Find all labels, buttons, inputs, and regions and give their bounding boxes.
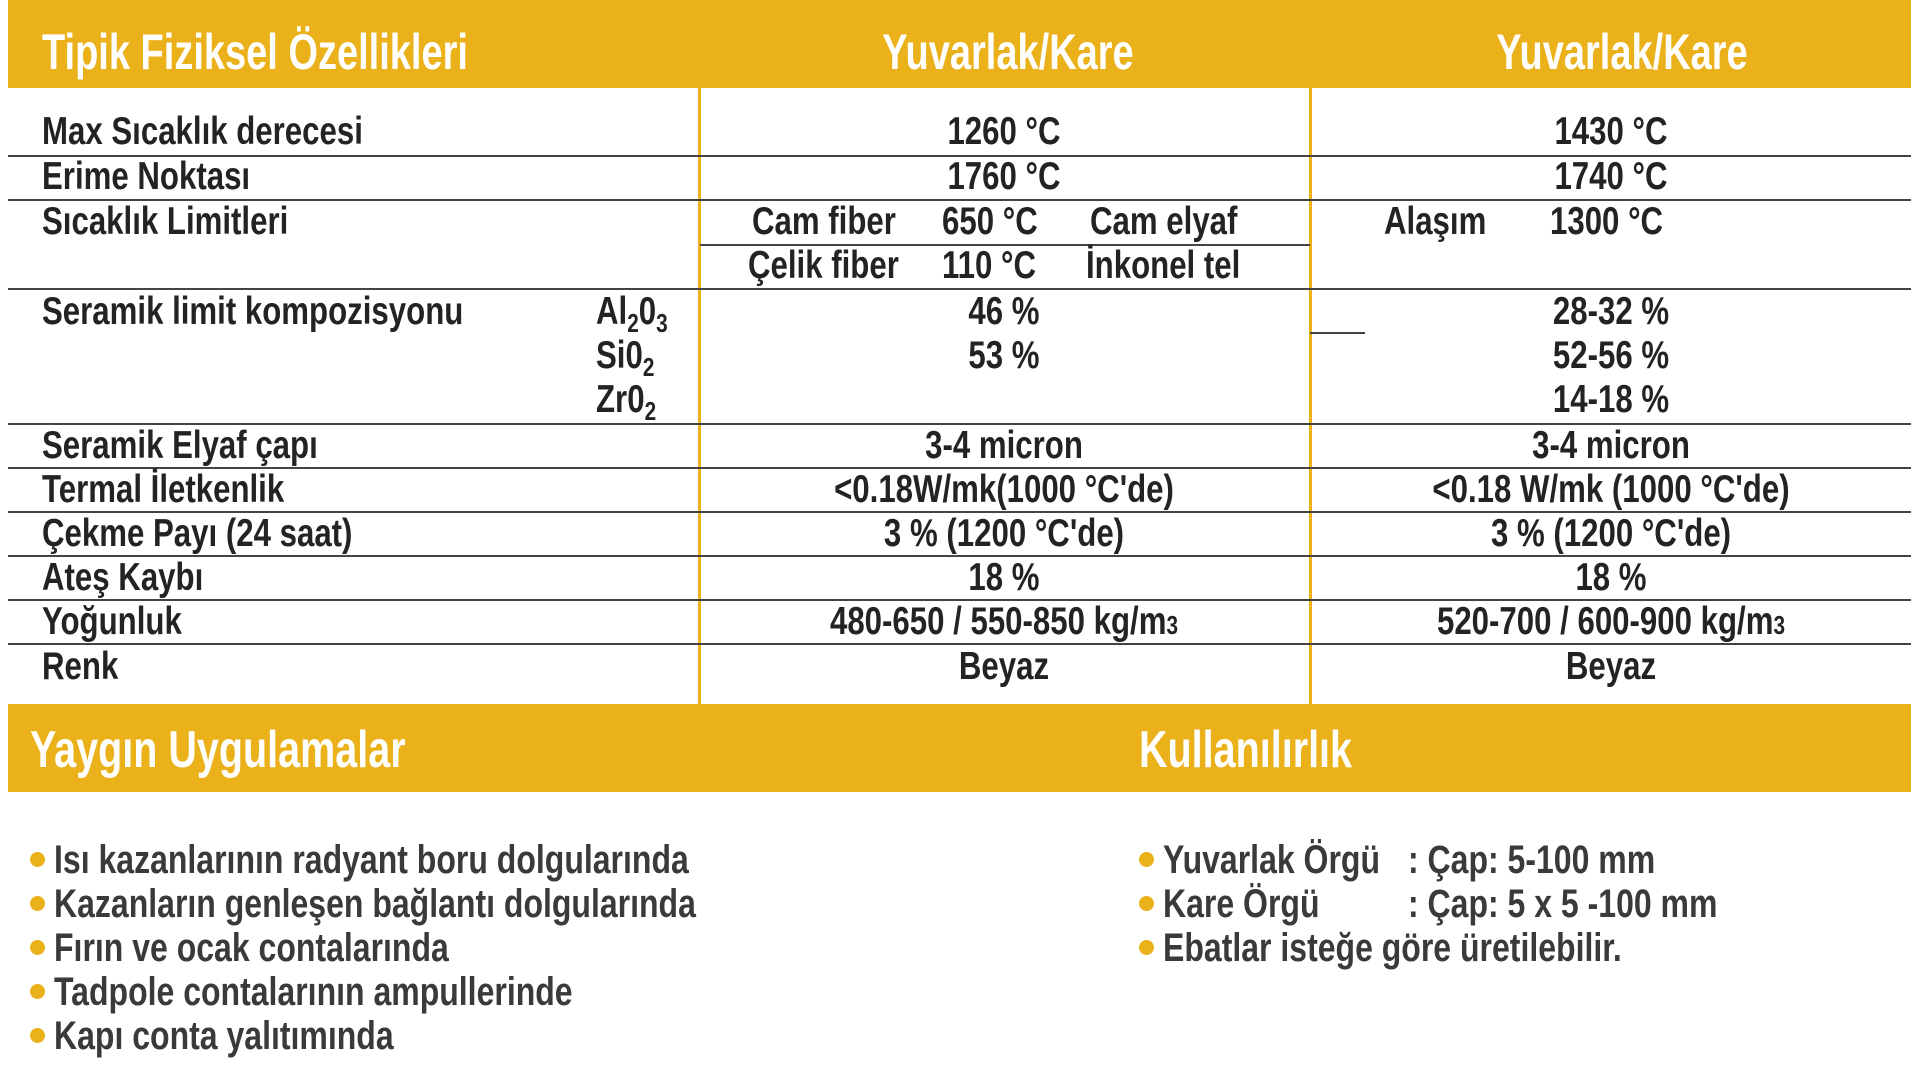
bullet-icon	[30, 1028, 45, 1043]
label-ceramic: Seramik limit kompozisyonu	[42, 290, 464, 333]
value-sio2-1: 53 %	[968, 334, 1040, 377]
limit-alasim-value: 1300 °C	[1550, 200, 1664, 243]
limit-cam-fiber: Cam fiber	[752, 200, 896, 243]
limit-celik-fiber: Çelik fiber	[748, 244, 899, 287]
properties-header-bar	[8, 0, 1911, 88]
value-al2o3-2: 28-32 %	[1552, 290, 1670, 333]
list-item: Tadpole contalarının ampullerinde	[54, 970, 573, 1014]
usage-note: Ebatlar isteğe göre üretilebilir.	[1163, 926, 1622, 970]
value-fire-loss-1: 18 %	[968, 556, 1040, 599]
value-color-2: Beyaz	[1565, 645, 1657, 688]
label-thermal: Termal İletkenlik	[42, 468, 285, 511]
value-density-2: 520-700 / 600-900 kg/m3	[1436, 600, 1786, 643]
formula-sio2: $Si0_2$	[596, 334, 655, 382]
column-divider-2	[1309, 88, 1312, 704]
limit-cam-elyaf: Cam elyaf	[1090, 200, 1238, 243]
value-sio2-2: 52-56 %	[1552, 334, 1670, 377]
value-zro2-2: 14-18 %	[1552, 378, 1670, 421]
bullet-icon	[30, 896, 45, 911]
bullet-icon	[30, 852, 45, 867]
value-shrink-1: 3 % (1200 °C'de)	[883, 512, 1125, 555]
limit-alasim: Alaşım	[1384, 200, 1487, 243]
value-color-1: Beyaz	[958, 645, 1050, 688]
label-fiber-diameter: Seramik Elyaf çapı	[42, 424, 318, 467]
label-density: Yoğunluk	[42, 600, 182, 643]
applications-title: Yaygın Uygulamalar	[30, 721, 406, 779]
value-shrink-2: 3 % (1200 °C'de)	[1490, 512, 1732, 555]
label-color: Renk	[42, 645, 119, 688]
bullet-icon	[30, 940, 45, 955]
list-item: Kapı conta yalıtımında	[54, 1014, 394, 1058]
usage-name: Kare Örgü	[1163, 882, 1320, 926]
bullet-icon	[1139, 896, 1154, 911]
column-divider-1	[698, 88, 701, 704]
usage-value: : Çap: 5-100 mm	[1408, 838, 1656, 882]
limit-inkonel-tel: İnkonel tel	[1086, 244, 1241, 287]
usage-title: Kullanılırlık	[1139, 721, 1353, 779]
label-melting: Erime Noktası	[42, 155, 251, 198]
usage-value: : Çap: 5 x 5 -100 mm	[1408, 882, 1718, 926]
value-fire-loss-2: 18 %	[1575, 556, 1647, 599]
value-density-1: 480-650 / 550-850 kg/m3	[829, 600, 1179, 643]
value-melting-2: 1740 °C	[1554, 155, 1668, 198]
value-thermal-2: <0.18 W/mk (1000 °C'de)	[1432, 468, 1790, 511]
bullet-icon	[1139, 940, 1154, 955]
label-limits: Sıcaklık Limitleri	[42, 200, 289, 243]
bullet-icon	[1139, 852, 1154, 867]
list-item: Isı kazanlarının radyant boru dolgularında	[54, 838, 689, 882]
value-thermal-1: <0.18W/mk(1000 °C'de)	[834, 468, 1174, 511]
list-item: Fırın ve ocak contalarında	[54, 926, 449, 970]
value-max-temp-2: 1430 °C	[1554, 110, 1668, 153]
properties-title: Tipik Fiziksel Özellikleri	[42, 24, 468, 80]
column-header-1: Yuvarlak/Kare	[882, 24, 1134, 80]
label-shrink: Çekme Payı (24 saat)	[42, 512, 353, 555]
value-melting-1: 1760 °C	[947, 155, 1061, 198]
label-fire-loss: Ateş Kaybı	[42, 556, 204, 599]
bullet-icon	[30, 984, 45, 999]
formula-zro2: $Zr0_2$	[596, 378, 657, 426]
usage-name: Yuvarlak Örgü	[1163, 838, 1380, 882]
formula-al2o3: $Al_20_3$	[596, 290, 668, 338]
column-header-2: Yuvarlak/Kare	[1496, 24, 1748, 80]
value-fiber-diameter-1: 3-4 micron	[925, 424, 1083, 467]
applications-header-bar	[8, 704, 1911, 792]
limit-celik-fiber-value: 110 °C	[942, 244, 1037, 287]
row-divider	[1310, 332, 1365, 334]
list-item: Kazanların genleşen bağlantı dolgularında	[54, 882, 696, 926]
value-al2o3-1: 46 %	[968, 290, 1040, 333]
value-max-temp-1: 1260 °C	[947, 110, 1061, 153]
label-max-temp: Max Sıcaklık derecesi	[42, 110, 363, 153]
limit-cam-fiber-value: 650 °C	[942, 200, 1038, 243]
value-fiber-diameter-2: 3-4 micron	[1532, 424, 1690, 467]
